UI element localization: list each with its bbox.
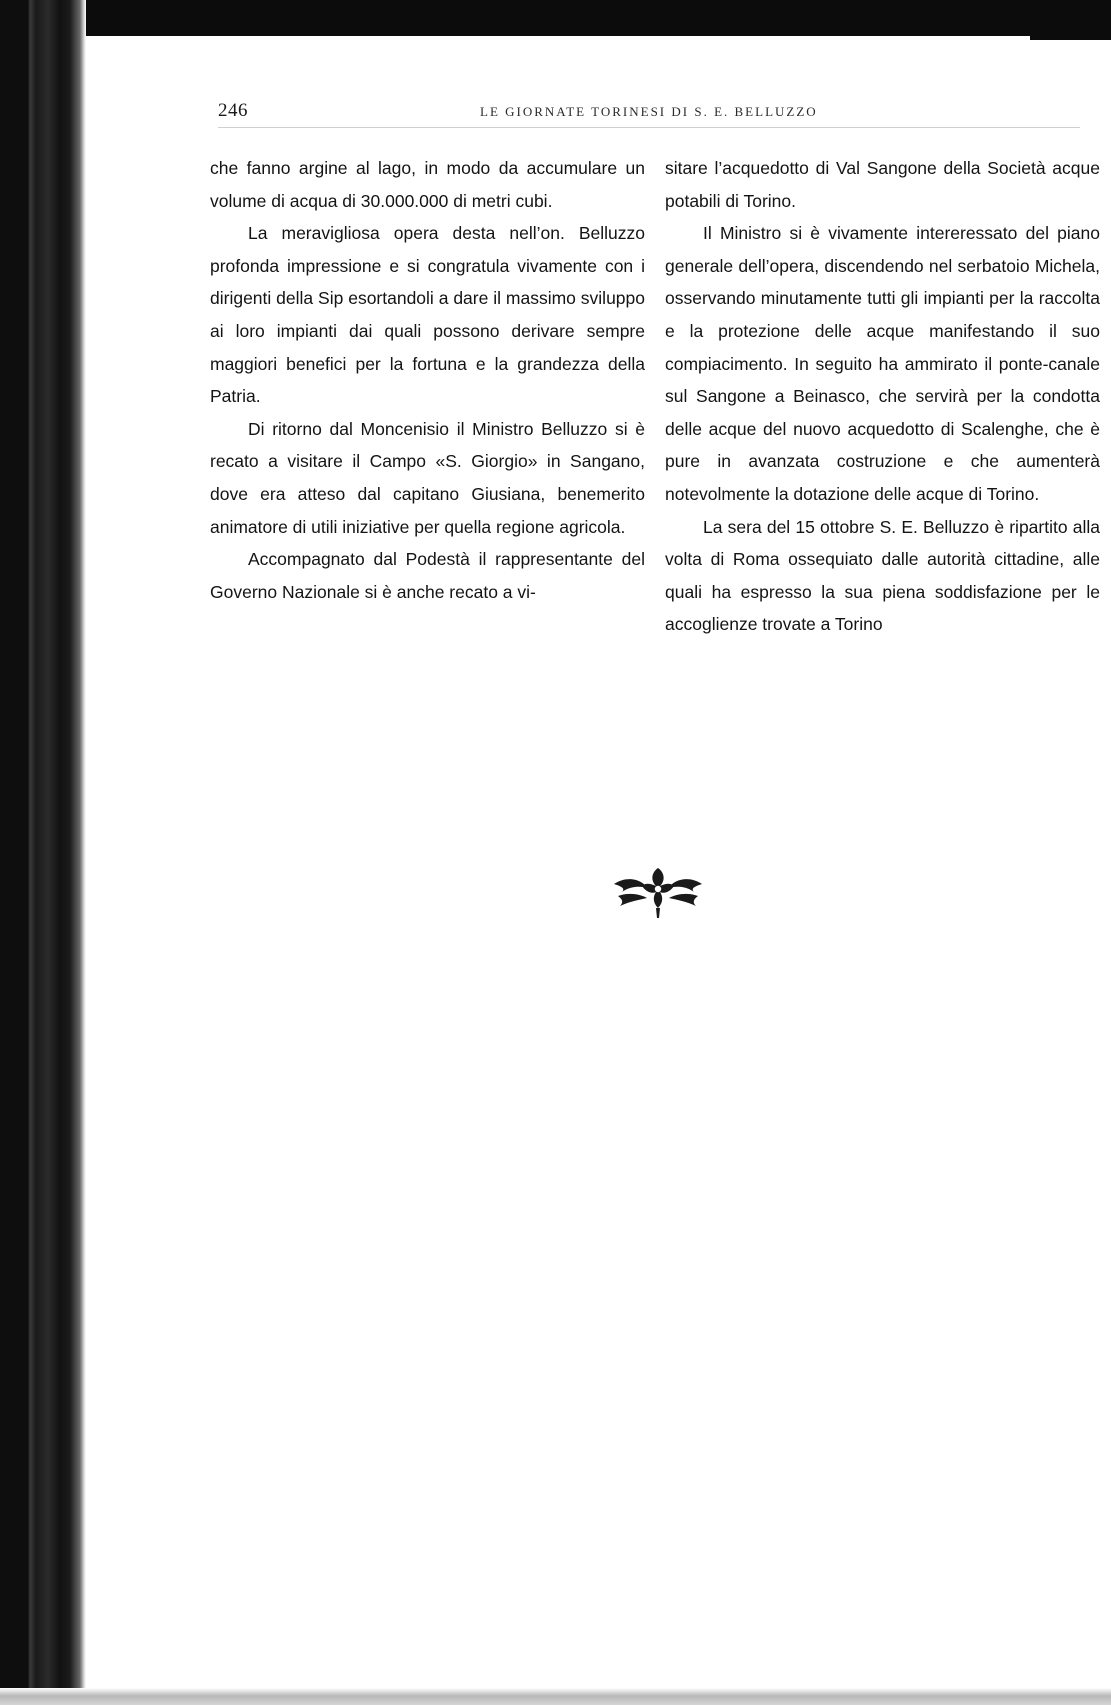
paragraph: La sera del 15 ottobre S. E. Belluzzo è ripartito alla volta di Roma ossequiato dalle autorità cittadine, alle quali ha espresso la sua piena soddisfazione per le accoglienze trovate a Torino: [665, 516, 1100, 635]
floral-ornament-graphic: [612, 862, 704, 920]
floral-ornament-icon: [612, 862, 704, 920]
paragraph: La meravigliosa opera desta nell’on. Belluzzo profonda impressione e si congratula vivamente con i dirigenti della Sip esortandoli a dare il massimo sviluppo ai loro impianti dai quali possono derivare sempre maggiori benefici per la fortuna e la grandezza della Patria.: [210, 223, 645, 407]
running-title: LE GIORNATE TORINESI DI S. E. BELLUZZO: [480, 104, 818, 119]
paragraph: Di ritorno dal Moncenisio il Ministro Belluzzo si è recato a visitare il Campo «S. Giorgio» in Sangano, dove era atteso dal capitano Giusiana, benemerito animatore di utili iniziative per quella regione agricola.: [210, 418, 645, 537]
scan-bottom-edge: [0, 1688, 1111, 1705]
running-head: [218, 100, 1078, 124]
paragraph: Accompagnato dal Podestà il rappresentante del Governo Nazionale si è anche recato a vi-: [210, 549, 645, 602]
scan-binding-edge: [0, 0, 86, 1705]
scan-top-edge: [0, 0, 1111, 36]
paragraph: sitare l’acquedotto di Val Sangone della Società acque potabili di Torino.: [665, 158, 1100, 211]
paragraph: che fanno argine al lago, in modo da accumulare un volume di acqua di 30.000.000 di metri cubi.: [210, 158, 645, 211]
header-rule: [218, 127, 1080, 128]
scan-top-notch: [1030, 28, 1111, 40]
paragraph: Il Ministro si è vivamente intereressato del piano generale dell’opera, discendendo nel serbatoio Michela, osservando minutamente tutti gli impianti per la raccolta e la protezione delle acque manifestando il suo compiacimento. In seguito ha ammirato il ponte-canale sul Sangone a Beinasco, che servirà per la condotta delle acque del nuovo acquedotto di Scalenghe, che è pure in avanzata costruzione e che aumenterà notevolmente la dotazione delle acque di Torino.: [665, 223, 1100, 504]
left-column: [210, 152, 645, 608]
right-column: [665, 152, 1100, 641]
page-number: 246: [218, 100, 248, 121]
